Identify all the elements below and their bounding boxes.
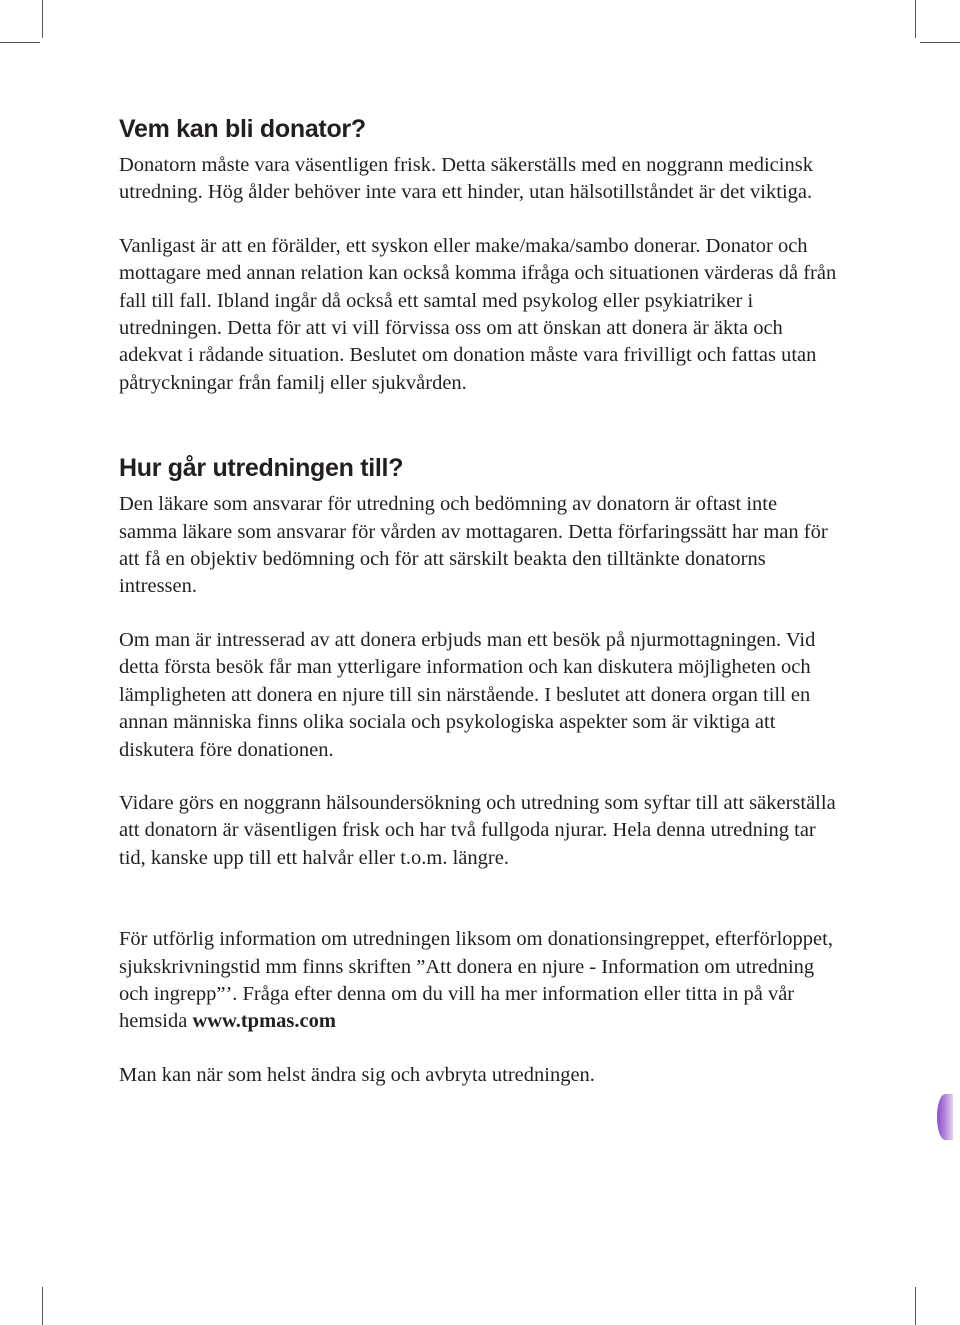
crop-mark xyxy=(915,0,916,38)
paragraph: Den läkare som ansvarar för utredning och bedömning av donatorn är oftast inte samma läkare som ansvarar för vården av mottagaren. Detta förfaringssätt har man för att få en objektiv bedömning och för att särskilt beakta den tilltänkte donatorns intressen. xyxy=(119,493,828,598)
website-link[interactable]: www.tpmas.com xyxy=(192,1010,336,1033)
crop-mark xyxy=(915,1287,916,1325)
paragraph: Vanligast är att en förälder, ett syskon eller make/maka/sambo donerar. Donator och mottagare med annan relation kan också komma ifråga och situationen värderas då från fall till fall. Ibland ingår då också ett samtal med psykolog eller psykiatriker i utredningen. Detta för att vi vill förvissa oss om att önskan att donera är äkta och adekvat i rådande situation. Beslutet om donation måste vara frivilligt och fattas utan påtryckningar från familj eller sjukvården. xyxy=(119,234,837,394)
paragraph: Om man är intresserad av att donera erbjuds man ett besök på njurmottagningen. Vid detta första besök får man ytterligare information och kan diskutera möjligheten och lämpligheten att donera en njure till sin närstående. I beslutet att donera organ till en annan människa finns olika sociala och psykologiska aspekter som är viktiga att diskutera före donationen. xyxy=(119,628,816,761)
crop-mark xyxy=(0,42,40,43)
crop-mark xyxy=(920,42,960,43)
crop-mark xyxy=(42,0,43,38)
info-paragraph xyxy=(119,926,839,1036)
paragraph: Donatorn måste vara väsentligen frisk. Detta säkerställs med en noggrann medicinsk utredning. Hög ålder behöver inte vara ett hinder, utan hälsotillståndet är det viktiga. xyxy=(119,154,813,204)
crop-mark xyxy=(42,1287,43,1325)
section-heading: Vem kan bli donator? xyxy=(119,115,366,143)
section-heading: Hur går utredningen till? xyxy=(119,454,404,483)
closing-paragraph: Man kan när som helst ändra sig och avbryta utredningen. xyxy=(119,1063,595,1086)
paragraph: Vidare görs en noggrann hälsoundersökning och utredning som syftar till att säkerställa att donatorn är väsentligen frisk och har två fullgoda njurar. Hela denna utredning tar tid, kanske upp till ett halvår eller t.o.m. längre. xyxy=(119,791,836,869)
info-text: För utförlig information om utredningen liksom om donationsingreppet, efterförloppet, sjukskrivningstid mm finns skriften ”Att donera en njure - Information om utredning och ingrepp”’. Fråga efter denna om du vill ha mer information eller titta in på vår hemsida xyxy=(119,928,833,1033)
document-body xyxy=(119,112,839,1089)
decorative-purple-tab xyxy=(937,1094,953,1140)
